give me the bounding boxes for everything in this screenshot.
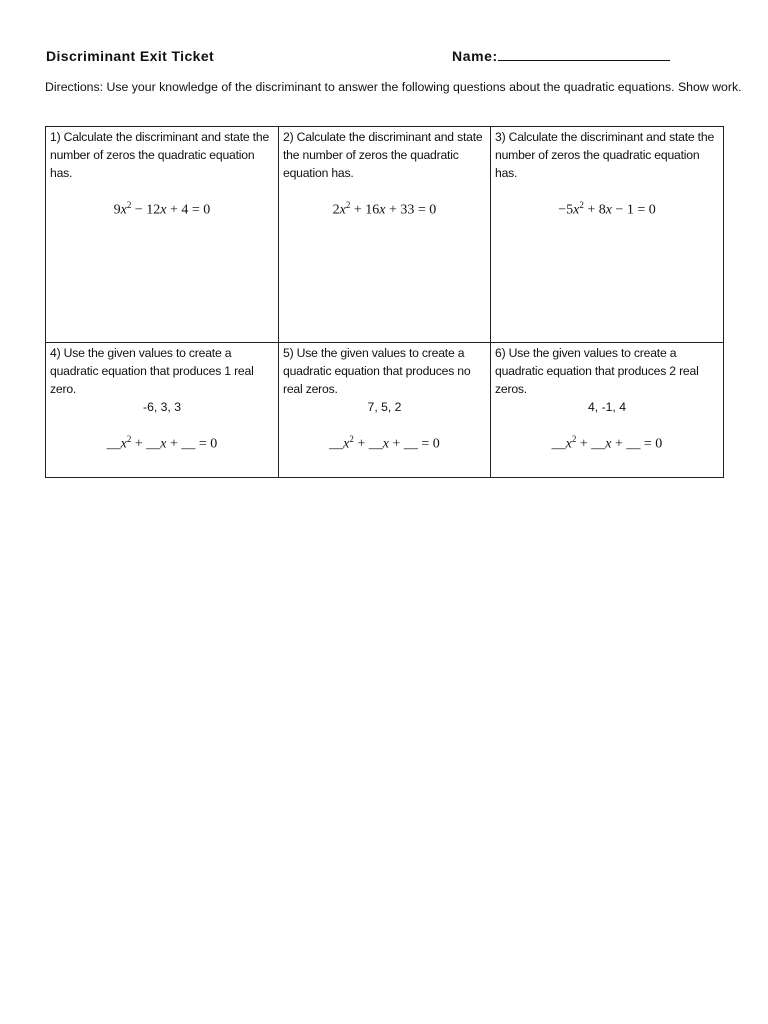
variable-x: x: [160, 202, 167, 218]
given-values: 7, 5, 2: [367, 400, 402, 414]
equation-term: − 12: [131, 202, 161, 218]
name-blank-line[interactable]: [498, 48, 670, 61]
quadratic-equation: [495, 430, 719, 454]
variable-x: x: [120, 202, 127, 218]
equation-term: + __: [576, 436, 606, 452]
exponent: 2: [126, 200, 132, 210]
question-prompt: 6) Use the given values to create a quadratic equation that produces 2 real zeros.: [495, 346, 699, 396]
equation-term: + __: [353, 436, 383, 452]
equation-term: + __ = 0: [611, 436, 663, 452]
variable-x: x: [339, 202, 346, 218]
question-cell-3[interactable]: [491, 127, 724, 343]
equation-term: __: [551, 436, 566, 452]
question-cell-4[interactable]: [46, 343, 279, 478]
question-grid: [45, 126, 724, 478]
equation-term: + __ = 0: [389, 436, 440, 452]
equation-term: −5: [558, 202, 574, 218]
variable-x: x: [382, 436, 390, 452]
exponent: 2: [579, 200, 584, 210]
question-cell-6[interactable]: [491, 343, 724, 478]
equation-term: __: [106, 436, 121, 452]
equation-term: 2: [332, 202, 340, 218]
quadratic-equation: [283, 196, 486, 220]
question-prompt: 2) Calculate the discriminant and state the number of zeros the quadratic equation has.: [283, 130, 483, 180]
name-field[interactable]: [452, 48, 670, 64]
name-label: Name:: [452, 48, 498, 64]
question-prompt: 5) Use the given values to create a quadratic equation that produces no real zeros.: [283, 346, 471, 396]
equation-term: + 4 = 0: [166, 202, 211, 218]
exponent: 2: [349, 434, 354, 444]
given-values: 4, -1, 4: [588, 400, 626, 414]
equation-term: __: [329, 436, 344, 452]
quadratic-equation: [50, 196, 274, 220]
variable-x: x: [605, 436, 612, 452]
variable-x: x: [605, 202, 612, 218]
exponent: 2: [571, 434, 577, 444]
question-prompt: 1) Calculate the discriminant and state the number of zeros the quadratic equation has.: [50, 130, 270, 180]
question-prompt: 4) Use the given values to create a quadratic equation that produces 1 real zero.: [50, 346, 254, 396]
directions: Directions: Use your knowledge of the discriminant to answer the following questions about the quadratic equations. Show work.: [45, 80, 742, 94]
equation-term: + 16: [350, 202, 380, 218]
equation-term: + 33 = 0: [385, 202, 437, 218]
equation-term: + __: [131, 436, 161, 452]
question-prompt: 3) Calculate the discriminant and state the number of zeros the quadratic equation has.: [495, 130, 715, 180]
equation-term: + __ = 0: [166, 436, 218, 452]
variable-x: x: [379, 202, 386, 218]
exponent: 2: [345, 200, 351, 210]
variable-x: x: [343, 436, 350, 452]
variable-x: x: [120, 436, 127, 452]
quadratic-equation: [283, 430, 486, 454]
variable-x: x: [565, 436, 572, 452]
quadratic-equation: [50, 430, 274, 454]
equation-term: 9: [113, 202, 121, 218]
variable-x: x: [573, 202, 580, 218]
equation-term: + 8: [583, 202, 606, 218]
equation-term: − 1 = 0: [611, 202, 656, 218]
variable-x: x: [160, 436, 167, 452]
worksheet-title: Discriminant Exit Ticket: [46, 48, 215, 64]
given-values: -6, 3, 3: [143, 400, 181, 414]
exponent: 2: [126, 434, 132, 444]
quadratic-equation: [495, 196, 719, 220]
question-cell-1[interactable]: [46, 127, 279, 343]
question-cell-2[interactable]: [279, 127, 491, 343]
question-cell-5[interactable]: [279, 343, 491, 478]
